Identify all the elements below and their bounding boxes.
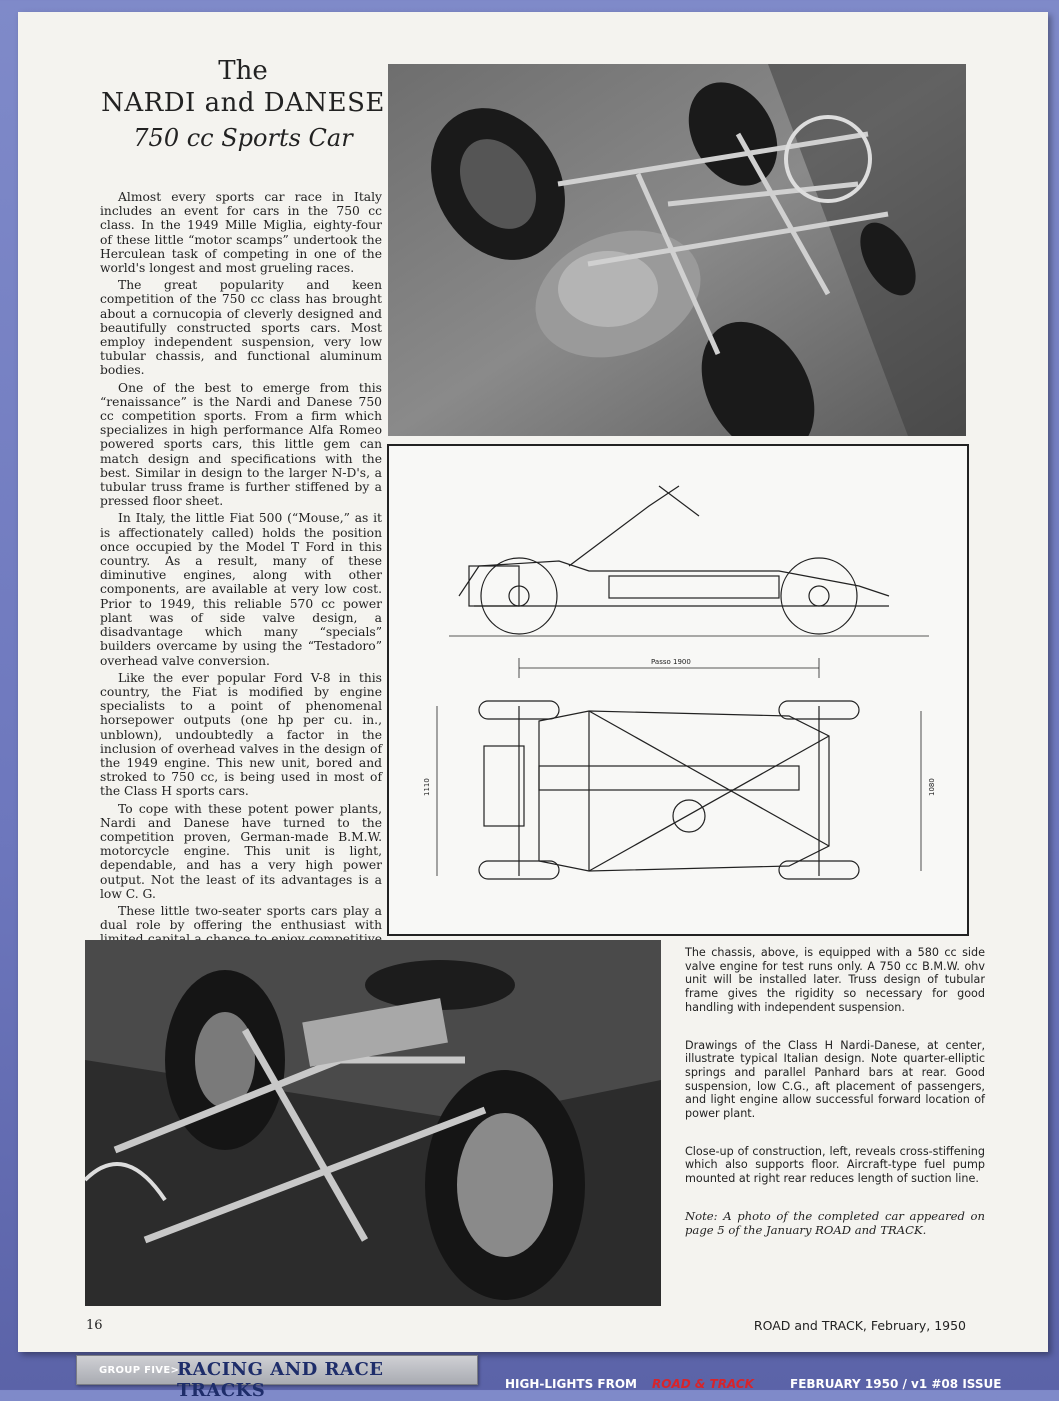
- paragraph: One of the best to emerge from this “renaissance” is the Nardi and Danese 750 cc competition sports. From a firm which specializes in high performance Alfa Romeo powered sports cars, this little gem can match design and specifications with the best. Similar in design to the larger N-D's, a tubular truss frame is further stiffened by a pressed floor sheet.: [100, 380, 382, 509]
- article-body: [100, 190, 382, 978]
- paragraph: In Italy, the little Fiat 500 (“Mouse,” as it is affectionately called) holds the position once occupied by the Model T Ford in this country. As a result, many of these diminutive engines, along with other components, are available at very low cost. Prior to 1949, this reliable 570 cc power plant was of side valve design, a disadvantage which many “specials” builders overcame by using the “Testadoro” overhead valve conversion.: [100, 511, 382, 668]
- bottom-strip-brand: ROAD & TRACK: [652, 1377, 754, 1391]
- chassis-closeup-photo: [85, 940, 661, 1306]
- caption-note: Note: A photo of the completed car appeared on page 5 of the January ROAD and TRACK.: [685, 1208, 985, 1237]
- banner-group-label: GROUP FIVE>: [99, 1365, 180, 1376]
- title-line-3: 750 cc Sports Car: [133, 124, 353, 152]
- magazine-page: [18, 12, 1048, 1352]
- caption-3: Close-up of construction, left, reveals cross-stiffening which also supports floor. Aircraft-type fuel pump mounted at right rear reduces length of suction line.: [685, 1144, 985, 1186]
- paragraph: The great popularity and keen competition of the 750 cc class has brought about a cornucopia of cleverly designed and beautifully constructed sports cars. Most employ independent suspension, very low tubular chassis, and functional aluminum bodies.: [100, 278, 382, 378]
- paragraph: To cope with these potent power plants, Nardi and Danese have turned to the competition proven, German-made B.M.W. motorcycle engine. This unit is light, dependable, and has a very high power output. Not the least of its advantages is a low C. G.: [100, 801, 382, 901]
- chassis-top-photo: [388, 64, 966, 436]
- publication-footer: ROAD and TRACK, February, 1950: [753, 1318, 966, 1333]
- track-front-label: 1110: [423, 778, 431, 796]
- wheelbase-label: Passo 1900: [651, 658, 691, 666]
- page-number: 16: [86, 1318, 103, 1333]
- photo-captions: [685, 946, 985, 1261]
- paragraph: These little two-seater sports cars play a dual role by offering the enthusiast with: [100, 903, 382, 933]
- chassis-drawing: [387, 444, 969, 936]
- paragraph: Almost every sports car race in Italy includes an event for cars in the 750 cc class. In the 1949 Mille Miglia, eighty-four of these little “motor scamps” undertook the Herculean task of competing in one of the world's longest and most grueling races.: [100, 190, 382, 276]
- caption-2: Drawings of the Class H Nardi-Danese, at center, illustrate typical Italian design. Note quarter-elliptic springs and parallel Panhard bars at rear. Good suspension, low C.G., aft placement of passengers, and light engine allow successful forward location of power plant.: [685, 1038, 985, 1121]
- banner-title: RACING AND RACE TRACKS: [177, 1359, 384, 1401]
- track-rear-label: 1080: [928, 778, 936, 796]
- section-banner[interactable]: [76, 1355, 478, 1401]
- title-line-2: NARDI and DANESE: [101, 88, 385, 118]
- caption-1: The chassis, above, is equipped with a 580 cc side valve engine for test runs only. A 750 cc B.M.W. ohv unit will be installed later. Truss design of tubular frame gives the rigidity so necessary for good handling with independent suspension.: [685, 946, 985, 1014]
- title-line-1: The: [218, 56, 268, 86]
- bottom-strip-prefix: HIGH-LIGHTS FROM: [505, 1377, 637, 1391]
- article-title: [78, 56, 408, 156]
- paragraph: Like the ever popular Ford V-8 in this country, the Fiat is modified by engine specialists to a point of phenomenal horsepower outputs (one hp per cu. in., unblown), undoubtedly a factor in the inclusion of overhead valves in the design of the 1949 engine. This new unit, bored and stroked to 750 cc, is being used in most of the Class H sports cars.: [100, 670, 382, 799]
- bottom-strip-issue: FEBRUARY 1950 / v1 #08 ISSUE: [790, 1377, 1002, 1391]
